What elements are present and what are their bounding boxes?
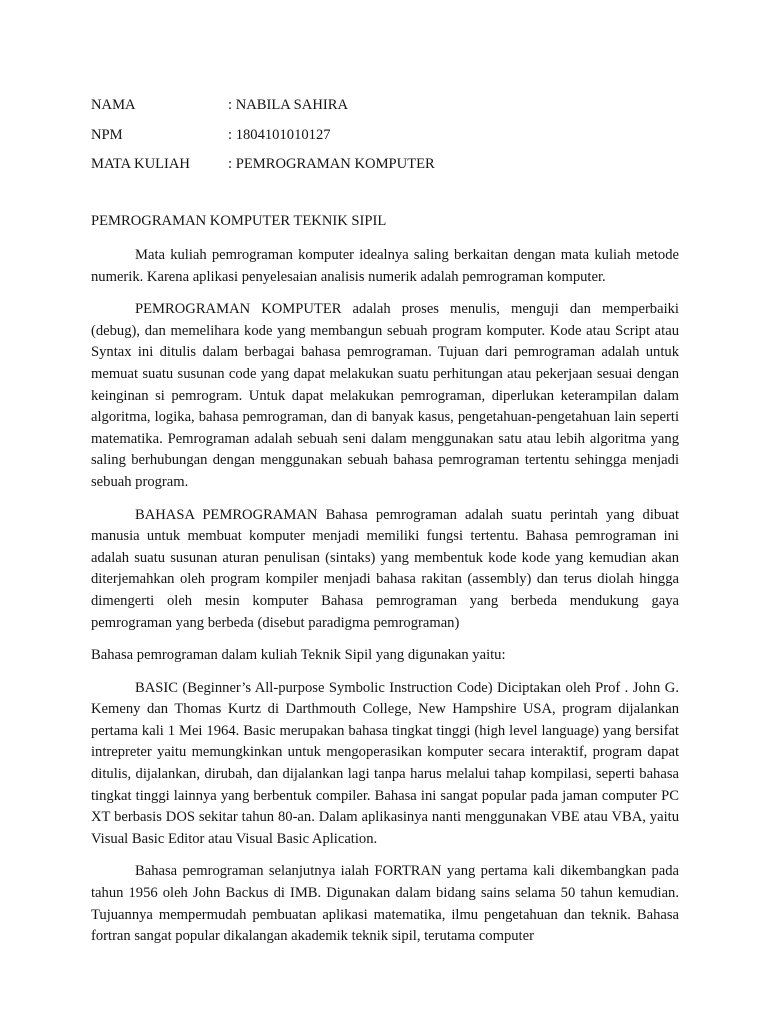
paragraph-pemrograman-komputer: PEMROGRAMAN KOMPUTER adalah proses menulis, menguji dan memperbaiki (debug), dan memelihara kode yang membangun sebuah program komputer. Kode atau Script atau Syntax ini ditulis dalam berbagai bahasa pemrograman. Tujuan dari pemrograman adalah untuk memuat suatu susunan code yang dapat melakukan suatu perhitungan atau pekerjaan sesuai dengan keinginan si pemrogram. Untuk dapat melakukan pemrograman, diperlukan keterampilan dalam algoritma, logika, bahasa pemrograman, dan di banyak kasus, pengetahuan-pengetahuan lain seperti matematika. Pemrograman adalah sebuah seni dalam menggunakan satu atau lebih algoritma yang saling berhubungan dengan menggunakan sebuah bahasa pemrograman tertentu sehingga menjadi sebuah program. [91,301,679,490]
info-row-nama [91,91,691,121]
info-label: MATA KULIAH [91,156,190,173]
document-body [91,245,679,948]
info-label: NAMA [91,97,136,114]
info-row-mata-kuliah [91,150,691,180]
paragraph-bahasa-pemrograman: BAHASA PEMROGRAMAN Bahasa pemrograman adalah suatu perintah yang dibuat manusia untuk membuat komputer menjadi memiliki fungsi tertentu. Bahasa pemrograman ini adalah suatu susunan aturan penulisan (sintaks) yang membentuk kode kode yang kemudian akan diterjemahkan oleh program kompiler menjadi bahasa rakitan (assembly) dan terus diolah hingga dimengerti oleh mesin komputer Bahasa pemrograman yang berbeda mendukung gaya pemrograman yang berbeda (disebut paradigma pemrograman) [91,506,679,631]
document-heading: PEMROGRAMAN KOMPUTER TEKNIK SIPIL [91,213,387,229]
paragraph-fortran: Bahasa pemrograman selanjutnya ialah FORTRAN yang pertama kali dikembangkan pada tahun 1956 oleh John Backus di IMB. Digunakan dalam bidang sains selama 50 tahun kemudian. Tujuannya mempermudah pembuatan aplikasi matematika, ilmu pengetahuan dan teknik. Bahasa fortran sangat popular dikalangan akademik teknik sipil, terutama computer [91,863,679,945]
info-value: : NABILA SAHIRA [228,97,348,114]
paragraph-basic: BASIC (Beginner’s All-purpose Symbolic Instruction Code) Diciptakan oleh Prof . John G. Kemeny dan Thomas Kurtz di Darthmouth College, New Hampshire USA, program dijalankan pertama kali 1 Mei 1964. Basic merupakan bahasa tingkat tinggi (high level language) yang bersifat intrepreter yaitu memungkinkan untuk mengoperasikan komputer secara interaktif, program dapat ditulis, dijalankan, dirubah, dan dijalankan lagi tanpa harus melalui tahap kompilasi, seperti bahasa tingkat tinggi lainnya yang berbentuk compiler. Bahasa ini sangat popular pada jaman computer PC XT berbasis DOS sekitar tahun 80-an. Dalam aplikasinya nanti menggunakan VBE atau VBA, yaitu Visual Basic Editor atau Visual Basic Aplication. [91,679,679,847]
info-label: NPM [91,126,123,143]
paragraph-languages-intro: Bahasa pemrograman dalam kuliah Teknik Sipil yang digunakan yaitu: [91,647,506,664]
info-value: : PEMROGRAMAN KOMPUTER [228,156,435,173]
info-row-npm [91,121,691,151]
student-info-block [91,91,691,180]
paragraph-intro: Mata kuliah pemrograman komputer idealnya saling berkaitan dengan mata kuliah metode numerik. Karena aplikasi penyelesaian analisis numerik adalah pemrograman komputer. [91,247,679,285]
info-value: : 1804101010127 [228,126,331,143]
